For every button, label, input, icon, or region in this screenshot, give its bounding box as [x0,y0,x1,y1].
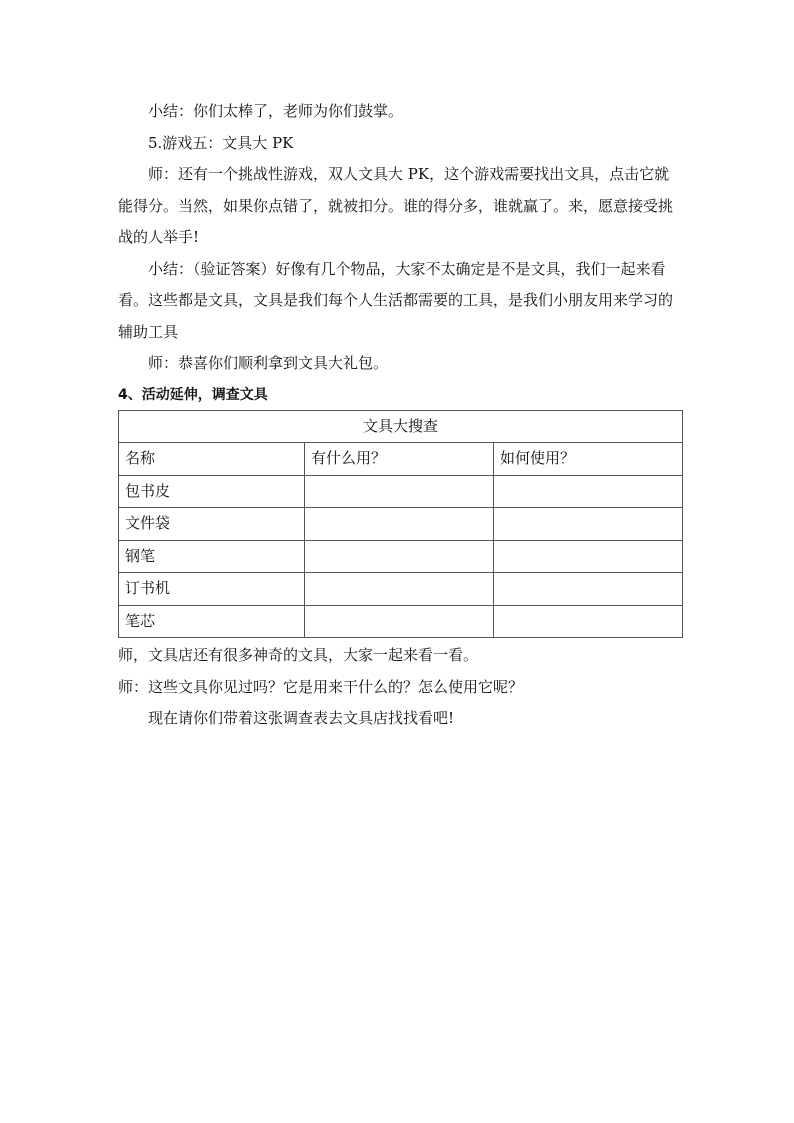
summary-paragraph: 小结：你们太棒了，老师为你们鼓掌。 [148,102,404,120]
teacher-paragraph: 师：这些文具你见过吗？它是用来干什么的？怎么使用它呢？ [118,677,524,696]
item-name-cell: 笔芯 [119,605,305,638]
item-name-cell: 钢笔 [119,540,305,573]
usage-cell [305,508,494,541]
after-table-section [118,640,678,735]
how-to-use-cell [494,475,683,508]
teacher-paragraph: 师：恭喜你们顺利拿到文具大礼包。 [148,354,389,372]
survey-table [118,410,683,639]
table-title-row [119,410,683,443]
column-header-usage: 有什么用？ [305,443,494,476]
how-to-use-cell [494,540,683,573]
teacher-paragraph: 师，文具店还有很多神奇的文具，大家一起来看一看。 [118,646,479,664]
teacher-paragraph: 师：还有一个挑战性游戏，双人文具大 PK，这个游戏需要找出文具，点击它就能得分。当然，如果你点错了，就被扣分。谁的得分多，谁就赢了。来，愿意接受挑战的人举手! [118,165,674,246]
column-header-name: 名称 [119,443,305,476]
table-row [119,540,683,573]
document-body [118,96,678,735]
table-title: 文具大搜查 [119,410,683,443]
table-row [119,573,683,606]
how-to-use-cell [494,573,683,606]
game-five-heading: 5.游戏五：文具大 PK [148,133,294,152]
closing-paragraph: 现在请你们带着这张调查表去文具店找找看吧! [148,709,455,727]
table-row [119,475,683,508]
item-name-cell: 文件袋 [119,508,305,541]
table-row [119,508,683,541]
usage-cell [305,540,494,573]
item-name-cell: 包书皮 [119,475,305,508]
usage-cell [305,475,494,508]
table-row [119,605,683,638]
usage-cell [305,573,494,606]
how-to-use-cell [494,605,683,638]
usage-cell [305,605,494,638]
section-heading: 4、活动延伸，调查文具 [118,386,268,403]
column-header-how-to-use: 如何使用？ [494,443,683,476]
table-header-row [119,443,683,476]
summary-paragraph: 小结：（验证答案）好像有几个物品，大家不太确定是不是文具，我们一起来看看。这些都是文具，文具是我们每个人生活都需要的工具，是我们小朋友用来学习的辅助工具 [118,259,674,341]
item-name-cell: 订书机 [119,573,305,606]
how-to-use-cell [494,508,683,541]
